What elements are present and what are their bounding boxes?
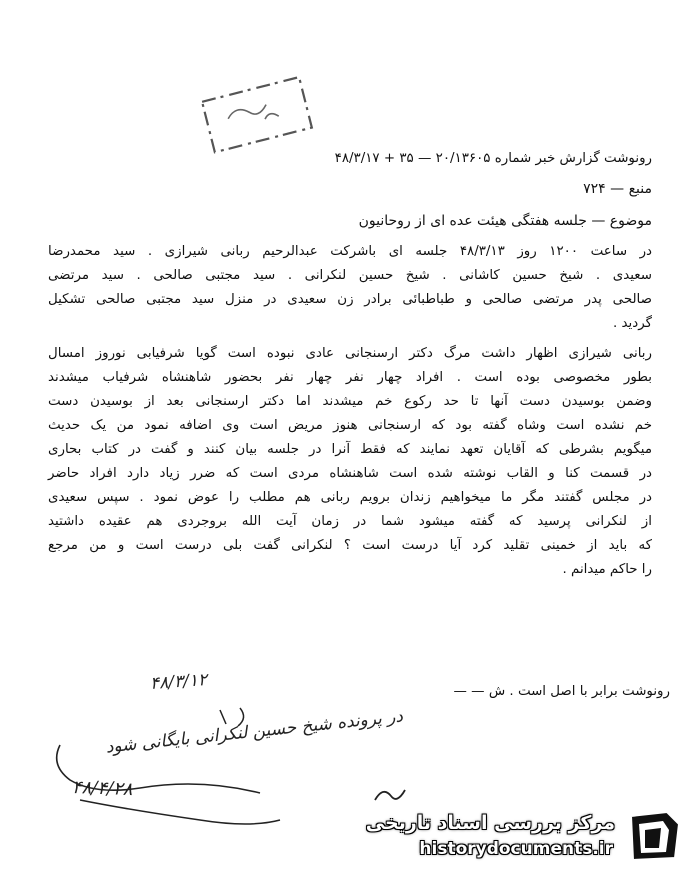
handwritten-date-bottom: ۴۸/۴/۲۸ <box>71 776 133 801</box>
body-line: خم نشده است وشاه گفته بود که ارسنجانی هنوز مریض است وی اضافه نمود من یک حدیث <box>48 418 652 433</box>
body-line: را حاکم میدانم . <box>562 562 652 577</box>
handwritten-signature <box>40 690 340 840</box>
stamp-mark <box>193 74 318 157</box>
archive-emblem-icon <box>623 808 685 863</box>
body-line: از لنکرانی پرسید که گفته میشود شما در زمان آیت الله بروجردی هم عقیده داشتید <box>48 514 652 529</box>
body-line: در ساعت ۱۲۰۰ روز ۴۸/۳/۱۳ جلسه ای باشرکت عبدالرحیم ربانی شیرازی . سید محمدرضا <box>48 244 653 259</box>
watermark-url: historydocuments.ir <box>419 839 613 859</box>
watermark-logo <box>365 808 685 863</box>
body-line: در مجلس گفتند مگر ما میخواهیم زندان برویم ربانی هم مطلب را عوض نمود . سپس سعیدی <box>48 490 652 505</box>
certified-copy-line: رونوشت برابر با اصل است . ش — — <box>453 684 670 699</box>
handwritten-date-note: ۴۸/۳/۱۲ <box>149 670 208 694</box>
watermark-title: مرکز بررسی اسناد تاریخی <box>365 812 615 834</box>
body-line: سعیدی . شیخ حسین کاشانی . شیخ حسین لنکرانی . سید مجتبی صالحی . سید مرتضی <box>48 268 652 283</box>
handwritten-filing-note: در پرونده شیخ حسین لنکرانی بایگانی شود <box>104 706 404 758</box>
body-line: صالحی پدر مرتضی صالحی و طباطبائی برادر زن سعیدی در منزل سید مجتبی صالحی تشکیل <box>48 292 652 307</box>
body-line: در قسمت کنا و القاب نوشته شده است شاهنشاه مردی است که ضرر زیاد دارد افراد حاضر <box>48 466 652 481</box>
body-line: گردید . <box>613 316 652 331</box>
distribution-line: منبع — ۷۲۴ <box>583 181 652 197</box>
subject-line: موضوع — جلسه هفتگی هیئت عده ای از روحانیون <box>358 213 652 229</box>
initials-mark <box>370 780 410 810</box>
body-line: ربانی شیرازی اظهار داشت مرگ دکتر ارسنجانی عادی نبوده است گویا شرفیابی نوروز امسال <box>48 346 652 361</box>
report-number-line: رونوشت گزارش خبر شماره ۲۰/۱۳۶۰۵ — ۳۵ + ۴۸/۳/۱۷ <box>334 151 652 166</box>
body-line: میگویم بشرطی که آقایان تعهد نمایند که فقط آنرا در جلسه بیان کنند و گفت در کتاب بحاری <box>48 442 652 457</box>
body-line: که باید از خمینی تقلید کرد آیا درست است ؟ لنکرانی گفت بلی درست است و من مرجع <box>48 538 652 553</box>
body-line: بطور مخصوصی بوده است . افراد چهار نفر چهار نفر بحضور شاهنشاه شرفیاب میشدند <box>48 370 652 385</box>
body-line: وضمن بوسیدن دست آنها تا حد رکوع خم میشدند اما دکتر ارسنجانی بعد از بوسیدن دست <box>48 394 652 409</box>
